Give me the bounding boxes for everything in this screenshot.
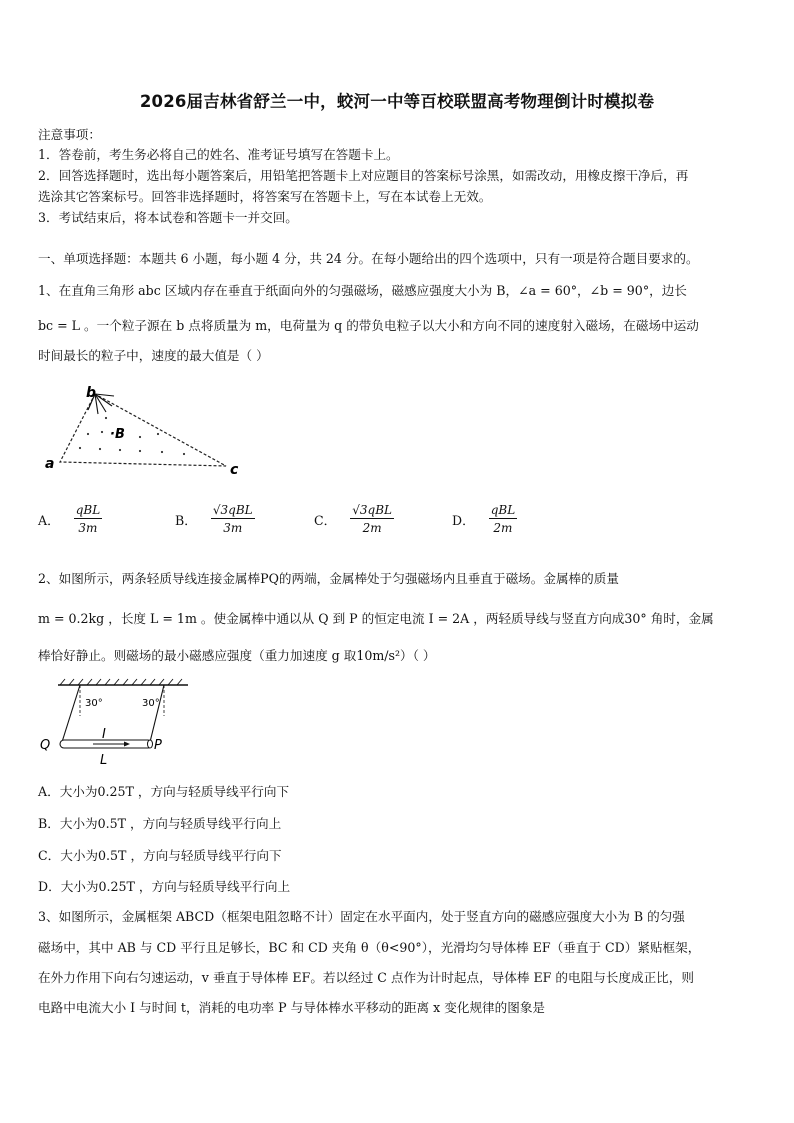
q1-option-b-numerator: √3qBL xyxy=(212,503,253,517)
q1-option-d-denominator: 2m xyxy=(493,521,513,535)
q1-line-1: 1、在直角三角形 abc 区域内存在垂直于纸面向外的匀强磁场，磁感应强度大小为 B，∠a = 60°，∠b = 90°，边长 xyxy=(38,283,687,298)
q2-rod-figure xyxy=(38,676,198,770)
q1-line-2: bc = L 。一个粒子源在 b 点将质量为 m，电荷量为 q 的带负电粒子以大小和方向不同的速度射入磁场，在磁场中运动 xyxy=(38,318,699,333)
q1-line-3: 时间最长的粒子中，速度的最大值是（ ） xyxy=(38,348,269,363)
q1-label-c: c xyxy=(230,462,239,478)
q3-line-1: 3、如图所示，金属框架 ABCD（框架电阻忽略不计）固定在水平面内，处于竖直方向的磁感应强度大小为 B 的匀强 xyxy=(38,909,685,924)
section-heading: 一、单项选择题：本题共 6 小题，每小题 4 分，共 24 分。在每小题给出的四个选项中，只有一项是符合题目要求的。 xyxy=(38,251,699,266)
q2-angle-right: 30° xyxy=(142,698,160,709)
q1-option-a-denominator: 3m xyxy=(78,521,98,535)
q2-option-b[interactable]: B．大小为0.5T ，方向与轻质导线平行向上 xyxy=(38,816,282,831)
q1-option-d-letter: D． xyxy=(452,512,475,528)
q2-option-c[interactable]: C．大小为0.5T ，方向与轻质导线平行向下 xyxy=(38,848,282,863)
q1-option-a-numerator: qBL xyxy=(75,503,101,517)
q2-label-P: P xyxy=(154,738,162,753)
q2-line-3: 棒恰好静止。则磁场的最小磁感应强度（重力加速度 g 取10m/s²）（ ） xyxy=(38,648,436,663)
q3-line-3: 在外力作用下向右匀速运动，v 垂直于导体棒 EF。若以经过 C 点作为计时起点，导体棒 EF 的电阻与长度成正比，则 xyxy=(38,970,694,985)
q1-option-a-letter: A． xyxy=(38,512,60,528)
q2-label-L: L xyxy=(100,753,108,768)
q2-label-I: I xyxy=(102,727,106,742)
q1-option-b[interactable] xyxy=(175,503,255,535)
notice-item-2: 2．回答选择题时，选出每小题答案后，用铅笔把答题卡上对应题目的答案标号涂黑，如需改动，用橡皮擦干净后，再 xyxy=(38,168,689,183)
q1-option-b-denominator: 3m xyxy=(223,521,243,535)
q1-triangle-figure xyxy=(40,382,250,478)
q1-option-d[interactable] xyxy=(452,503,517,535)
q1-option-d-numerator: qBL xyxy=(490,503,516,517)
q2-line-1: 2、如图所示，两条轻质导线连接金属棒PQ的两端，金属棒处于匀强磁场内且垂直于磁场。金属棒的质量 xyxy=(38,571,619,586)
q1-option-b-letter: B． xyxy=(175,512,197,528)
notice-item-2-cont: 选涂其它答案标号。回答非选择题时，将答案写在答题卡上，写在本试卷上无效。 xyxy=(38,189,492,204)
q1-option-c-numerator: √3qBL xyxy=(352,503,392,517)
q1-label-B: ·B xyxy=(110,427,125,442)
q1-option-c-letter: C． xyxy=(314,512,337,528)
notice-item-1: 1．答卷前，考生务必将自己的姓名、准考证号填写在答题卡上。 xyxy=(38,147,399,162)
q1-label-a: a xyxy=(45,456,55,472)
q1-option-a[interactable] xyxy=(38,503,102,535)
q3-line-2: 磁场中，其中 AB 与 CD 平行且足够长，BC 和 CD 夹角 θ（θ<90°），光滑均匀导体棒 EF（垂直于 CD）紧贴框架， xyxy=(38,940,701,955)
page-title: 2026届吉林省舒兰一中，蛟河一中等百校联盟高考物理倒计时模拟卷 xyxy=(139,92,655,111)
q2-angle-left: 30° xyxy=(85,698,103,709)
q2-option-a[interactable]: A．大小为0.25T ，方向与轻质导线平行向下 xyxy=(38,784,290,799)
notice-heading: 注意事项： xyxy=(38,127,101,142)
q1-label-b: b xyxy=(86,385,97,401)
notice-item-3: 3．考试结束后，将本试卷和答题卡一并交回。 xyxy=(38,210,298,225)
q1-option-c-denominator: 2m xyxy=(362,521,382,535)
q2-label-Q: Q xyxy=(40,738,51,753)
q1-option-c[interactable] xyxy=(314,503,394,535)
q3-line-4: 电路中电流大小 I 与时间 t，消耗的电功率 P 与导体棒水平移动的距离 x 变化规律的图象是 xyxy=(38,1000,546,1015)
q2-option-d[interactable]: D．大小为0.25T ，方向与轻质导线平行向上 xyxy=(38,879,291,894)
q2-line-2: m = 0.2kg ，长度 L = 1m 。使金属棒中通以从 Q 到 P 的恒定电流 I = 2A ，两轻质导线与竖直方向成30° 角时，金属 xyxy=(38,611,714,626)
